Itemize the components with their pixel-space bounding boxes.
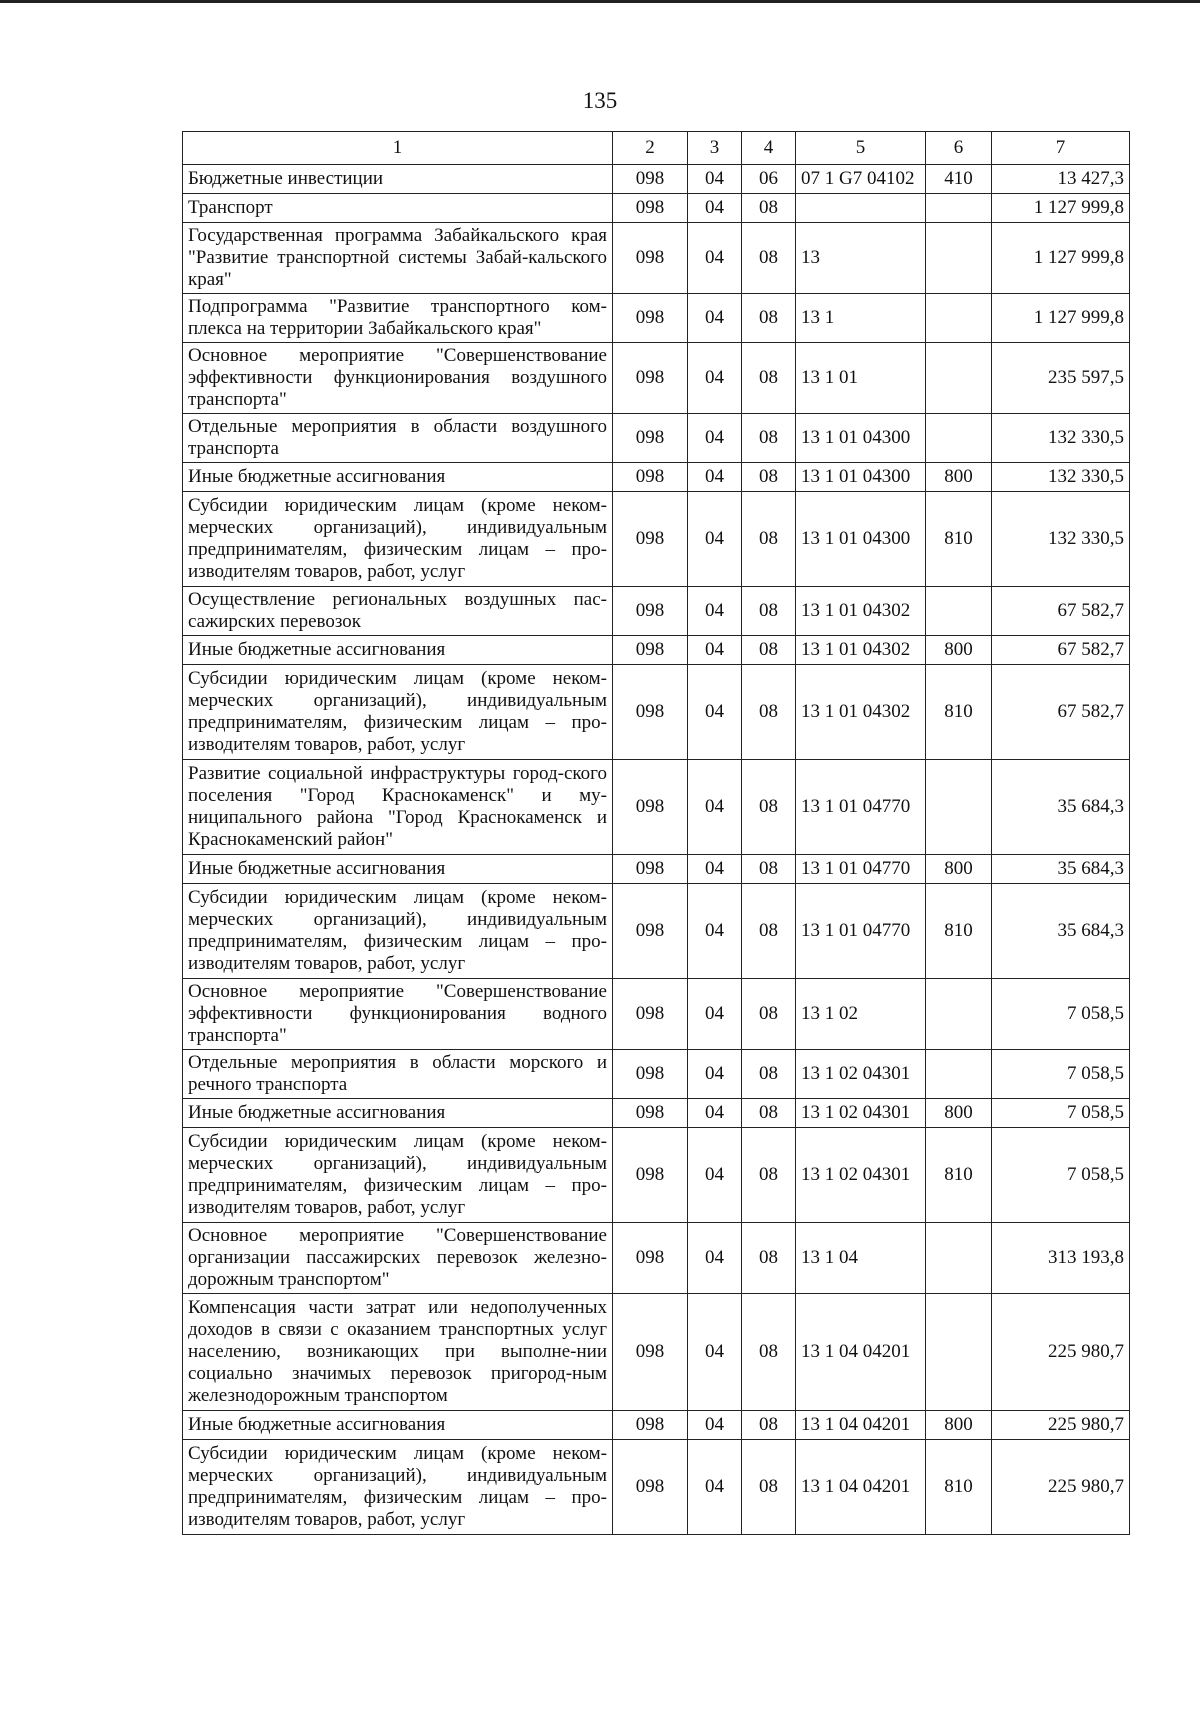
row-code-pr: 08 bbox=[742, 636, 796, 665]
row-code-rz: 04 bbox=[688, 1050, 742, 1099]
table-row bbox=[183, 1099, 1130, 1128]
row-code-pr: 08 bbox=[742, 414, 796, 463]
row-code-gr: 098 bbox=[613, 492, 688, 587]
row-code-pr: 08 bbox=[742, 855, 796, 884]
row-code-vr bbox=[926, 414, 992, 463]
row-code-pr: 08 bbox=[742, 979, 796, 1050]
row-name: Отдельные мероприятия в области воздушного транспорта bbox=[183, 414, 613, 463]
budget-table bbox=[182, 131, 1130, 1535]
row-code-rz: 04 bbox=[688, 884, 742, 979]
row-code-vr: 410 bbox=[926, 165, 992, 194]
row-name: Компенсация части затрат или недополученных доходов в связи с оказанием транспортных услуг населению, возникающих при выполне-нии социально значимых перевозок пригород-ным железнодорожным транспортом bbox=[183, 1294, 613, 1411]
row-amount: 313 193,8 bbox=[992, 1223, 1130, 1294]
row-amount: 225 980,7 bbox=[992, 1294, 1130, 1411]
row-code-vr: 800 bbox=[926, 1411, 992, 1440]
row-code-csr: 13 1 04 bbox=[796, 1223, 926, 1294]
header-row bbox=[183, 132, 1130, 165]
row-code-pr: 08 bbox=[742, 665, 796, 760]
row-code-rz: 04 bbox=[688, 223, 742, 294]
row-code-pr: 08 bbox=[742, 587, 796, 636]
row-code-rz: 04 bbox=[688, 343, 742, 414]
row-code-csr: 13 1 02 04301 bbox=[796, 1128, 926, 1223]
row-code-pr: 08 bbox=[742, 1099, 796, 1128]
row-code-rz: 04 bbox=[688, 855, 742, 884]
row-code-rz: 04 bbox=[688, 1294, 742, 1411]
row-amount: 35 684,3 bbox=[992, 884, 1130, 979]
row-code-csr: 13 1 01 04300 bbox=[796, 414, 926, 463]
row-code-vr bbox=[926, 587, 992, 636]
table-row bbox=[183, 165, 1130, 194]
row-code-vr bbox=[926, 760, 992, 855]
row-code-gr: 098 bbox=[613, 1440, 688, 1535]
row-code-rz: 04 bbox=[688, 414, 742, 463]
row-amount: 35 684,3 bbox=[992, 760, 1130, 855]
table-row bbox=[183, 343, 1130, 414]
table-row bbox=[183, 492, 1130, 587]
row-amount: 67 582,7 bbox=[992, 665, 1130, 760]
row-code-vr: 810 bbox=[926, 1128, 992, 1223]
row-code-pr: 08 bbox=[742, 1128, 796, 1223]
row-code-pr: 08 bbox=[742, 492, 796, 587]
row-code-csr: 13 1 02 bbox=[796, 979, 926, 1050]
row-code-csr: 13 1 04 04201 bbox=[796, 1440, 926, 1535]
row-code-vr bbox=[926, 194, 992, 223]
row-name: Бюджетные инвестиции bbox=[183, 165, 613, 194]
row-amount: 35 684,3 bbox=[992, 855, 1130, 884]
row-code-rz: 04 bbox=[688, 636, 742, 665]
column-header-7: 7 bbox=[992, 132, 1130, 165]
page-number: 135 bbox=[582, 88, 618, 113]
row-code-rz: 04 bbox=[688, 1223, 742, 1294]
row-amount: 7 058,5 bbox=[992, 1050, 1130, 1099]
table-row bbox=[183, 294, 1130, 343]
row-code-rz: 04 bbox=[688, 165, 742, 194]
row-code-csr: 13 1 04 04201 bbox=[796, 1411, 926, 1440]
row-code-rz: 04 bbox=[688, 1440, 742, 1535]
row-name: Субсидии юридическим лицам (кроме неком-мерческих организаций), индивидуальным предпринимателям, физическим лицам – про-изводителям товаров, работ, услуг bbox=[183, 884, 613, 979]
row-amount: 7 058,5 bbox=[992, 979, 1130, 1050]
row-code-pr: 08 bbox=[742, 760, 796, 855]
row-code-pr: 08 bbox=[742, 223, 796, 294]
row-code-csr: 13 1 01 04300 bbox=[796, 463, 926, 492]
row-code-csr: 13 1 01 04770 bbox=[796, 760, 926, 855]
row-code-vr: 800 bbox=[926, 855, 992, 884]
column-header-5: 5 bbox=[796, 132, 926, 165]
table-row bbox=[183, 414, 1130, 463]
table-row bbox=[183, 223, 1130, 294]
table-row bbox=[183, 636, 1130, 665]
row-code-vr bbox=[926, 1223, 992, 1294]
row-code-vr: 800 bbox=[926, 636, 992, 665]
row-code-pr: 08 bbox=[742, 1411, 796, 1440]
table-row bbox=[183, 1128, 1130, 1223]
row-amount: 235 597,5 bbox=[992, 343, 1130, 414]
row-code-pr: 08 bbox=[742, 294, 796, 343]
row-name: Основное мероприятие "Совершенствование организации пассажирских перевозок железно-дорожным транспортом" bbox=[183, 1223, 613, 1294]
row-code-pr: 08 bbox=[742, 194, 796, 223]
table-row bbox=[183, 1223, 1130, 1294]
row-code-pr: 08 bbox=[742, 1294, 796, 1411]
row-name: Субсидии юридическим лицам (кроме неком-мерческих организаций), индивидуальным предпринимателям, физическим лицам – про-изводителям товаров, работ, услуг bbox=[183, 665, 613, 760]
row-code-vr: 800 bbox=[926, 463, 992, 492]
row-code-csr: 13 1 02 04301 bbox=[796, 1050, 926, 1099]
row-code-gr: 098 bbox=[613, 165, 688, 194]
row-code-rz: 04 bbox=[688, 1128, 742, 1223]
column-header-6: 6 bbox=[926, 132, 992, 165]
row-name: Иные бюджетные ассигнования bbox=[183, 1099, 613, 1128]
table-row bbox=[183, 884, 1130, 979]
row-amount: 1 127 999,8 bbox=[992, 194, 1130, 223]
row-code-csr: 13 1 02 04301 bbox=[796, 1099, 926, 1128]
row-code-vr bbox=[926, 1294, 992, 1411]
table-row bbox=[183, 855, 1130, 884]
row-code-pr: 08 bbox=[742, 1050, 796, 1099]
row-amount: 13 427,3 bbox=[992, 165, 1130, 194]
table-row bbox=[183, 665, 1130, 760]
row-code-rz: 04 bbox=[688, 194, 742, 223]
row-code-vr: 800 bbox=[926, 1099, 992, 1128]
table-row bbox=[183, 194, 1130, 223]
row-amount: 1 127 999,8 bbox=[992, 294, 1130, 343]
row-name: Иные бюджетные ассигнования bbox=[183, 636, 613, 665]
row-code-gr: 098 bbox=[613, 1128, 688, 1223]
row-code-vr bbox=[926, 343, 992, 414]
row-code-rz: 04 bbox=[688, 1411, 742, 1440]
row-amount: 132 330,5 bbox=[992, 414, 1130, 463]
row-code-rz: 04 bbox=[688, 492, 742, 587]
row-code-gr: 098 bbox=[613, 1411, 688, 1440]
row-code-pr: 06 bbox=[742, 165, 796, 194]
row-name: Иные бюджетные ассигнования bbox=[183, 463, 613, 492]
row-code-pr: 08 bbox=[742, 463, 796, 492]
row-code-gr: 098 bbox=[613, 1099, 688, 1128]
row-amount: 1 127 999,8 bbox=[992, 223, 1130, 294]
row-name: Осуществление региональных воздушных пас-сажирских перевозок bbox=[183, 587, 613, 636]
table-row bbox=[183, 1411, 1130, 1440]
row-code-vr: 810 bbox=[926, 492, 992, 587]
column-header-4: 4 bbox=[742, 132, 796, 165]
row-code-vr: 810 bbox=[926, 884, 992, 979]
row-code-csr: 13 1 01 04302 bbox=[796, 636, 926, 665]
table-row bbox=[183, 587, 1130, 636]
row-code-rz: 04 bbox=[688, 587, 742, 636]
table-row bbox=[183, 979, 1130, 1050]
row-code-rz: 04 bbox=[688, 760, 742, 855]
row-amount: 7 058,5 bbox=[992, 1128, 1130, 1223]
row-code-csr: 13 1 bbox=[796, 294, 926, 343]
row-name: Субсидии юридическим лицам (кроме неком-мерческих организаций), индивидуальным предпринимателям, физическим лицам – про-изводителям товаров, работ, услуг bbox=[183, 1128, 613, 1223]
row-name: Государственная программа Забайкальского края "Развитие транспортной системы Забай-кальского края" bbox=[183, 223, 613, 294]
row-name: Отдельные мероприятия в области морского и речного транспорта bbox=[183, 1050, 613, 1099]
row-name: Развитие социальной инфраструктуры город-ского поселения "Город Краснокаменск" и му-ниципального района "Город Краснокаменск и Краснокаменский район" bbox=[183, 760, 613, 855]
row-code-gr: 098 bbox=[613, 587, 688, 636]
column-header-1: 1 bbox=[183, 132, 613, 165]
row-amount: 225 980,7 bbox=[992, 1411, 1130, 1440]
row-name: Субсидии юридическим лицам (кроме неком-мерческих организаций), индивидуальным предпринимателям, физическим лицам – про-изводителям товаров, работ, услуг bbox=[183, 1440, 613, 1535]
row-code-pr: 08 bbox=[742, 343, 796, 414]
row-code-csr: 13 1 01 bbox=[796, 343, 926, 414]
row-name: Иные бюджетные ассигнования bbox=[183, 855, 613, 884]
row-code-csr: 13 1 04 04201 bbox=[796, 1294, 926, 1411]
row-code-gr: 098 bbox=[613, 223, 688, 294]
row-code-rz: 04 bbox=[688, 463, 742, 492]
top-border-line bbox=[0, 0, 1200, 3]
row-code-rz: 04 bbox=[688, 1099, 742, 1128]
row-amount: 132 330,5 bbox=[992, 463, 1130, 492]
row-code-gr: 098 bbox=[613, 760, 688, 855]
row-code-gr: 098 bbox=[613, 414, 688, 463]
row-code-gr: 098 bbox=[613, 1050, 688, 1099]
row-code-csr: 07 1 G7 04102 bbox=[796, 165, 926, 194]
row-code-vr: 810 bbox=[926, 1440, 992, 1535]
row-code-gr: 098 bbox=[613, 855, 688, 884]
table-row bbox=[183, 1440, 1130, 1535]
row-code-csr bbox=[796, 194, 926, 223]
table-row bbox=[183, 1294, 1130, 1411]
table-row bbox=[183, 760, 1130, 855]
row-code-csr: 13 1 01 04302 bbox=[796, 665, 926, 760]
row-amount: 132 330,5 bbox=[992, 492, 1130, 587]
row-code-pr: 08 bbox=[742, 1440, 796, 1535]
row-code-rz: 04 bbox=[688, 294, 742, 343]
row-name: Основное мероприятие "Совершенствование эффективности функционирования водного транспорта" bbox=[183, 979, 613, 1050]
row-code-gr: 098 bbox=[613, 884, 688, 979]
row-code-vr: 810 bbox=[926, 665, 992, 760]
row-code-gr: 098 bbox=[613, 979, 688, 1050]
row-code-rz: 04 bbox=[688, 979, 742, 1050]
row-name: Транспорт bbox=[183, 194, 613, 223]
row-code-gr: 098 bbox=[613, 1294, 688, 1411]
row-name: Подпрограмма "Развитие транспортного ком-плекса на территории Забайкальского края" bbox=[183, 294, 613, 343]
column-header-2: 2 bbox=[613, 132, 688, 165]
row-code-gr: 098 bbox=[613, 1223, 688, 1294]
row-name: Субсидии юридическим лицам (кроме неком-мерческих организаций), индивидуальным предпринимателям, физическим лицам – про-изводителям товаров, работ, услуг bbox=[183, 492, 613, 587]
table-row bbox=[183, 463, 1130, 492]
row-code-gr: 098 bbox=[613, 194, 688, 223]
row-code-gr: 098 bbox=[613, 294, 688, 343]
row-code-csr: 13 bbox=[796, 223, 926, 294]
row-amount: 67 582,7 bbox=[992, 587, 1130, 636]
row-amount: 7 058,5 bbox=[992, 1099, 1130, 1128]
row-amount: 225 980,7 bbox=[992, 1440, 1130, 1535]
row-code-csr: 13 1 01 04302 bbox=[796, 587, 926, 636]
row-code-rz: 04 bbox=[688, 665, 742, 760]
row-code-gr: 098 bbox=[613, 636, 688, 665]
column-header-3: 3 bbox=[688, 132, 742, 165]
row-code-gr: 098 bbox=[613, 463, 688, 492]
table-row bbox=[183, 1050, 1130, 1099]
row-code-vr bbox=[926, 1050, 992, 1099]
row-code-csr: 13 1 01 04770 bbox=[796, 884, 926, 979]
row-name: Иные бюджетные ассигнования bbox=[183, 1411, 613, 1440]
row-code-vr bbox=[926, 294, 992, 343]
row-code-csr: 13 1 01 04300 bbox=[796, 492, 926, 587]
row-code-pr: 08 bbox=[742, 884, 796, 979]
row-name: Основное мероприятие "Совершенствование эффективности функционирования воздушного транспорта" bbox=[183, 343, 613, 414]
row-code-vr bbox=[926, 223, 992, 294]
row-code-csr: 13 1 01 04770 bbox=[796, 855, 926, 884]
row-code-vr bbox=[926, 979, 992, 1050]
row-code-gr: 098 bbox=[613, 343, 688, 414]
row-code-pr: 08 bbox=[742, 1223, 796, 1294]
row-code-gr: 098 bbox=[613, 665, 688, 760]
row-amount: 67 582,7 bbox=[992, 636, 1130, 665]
